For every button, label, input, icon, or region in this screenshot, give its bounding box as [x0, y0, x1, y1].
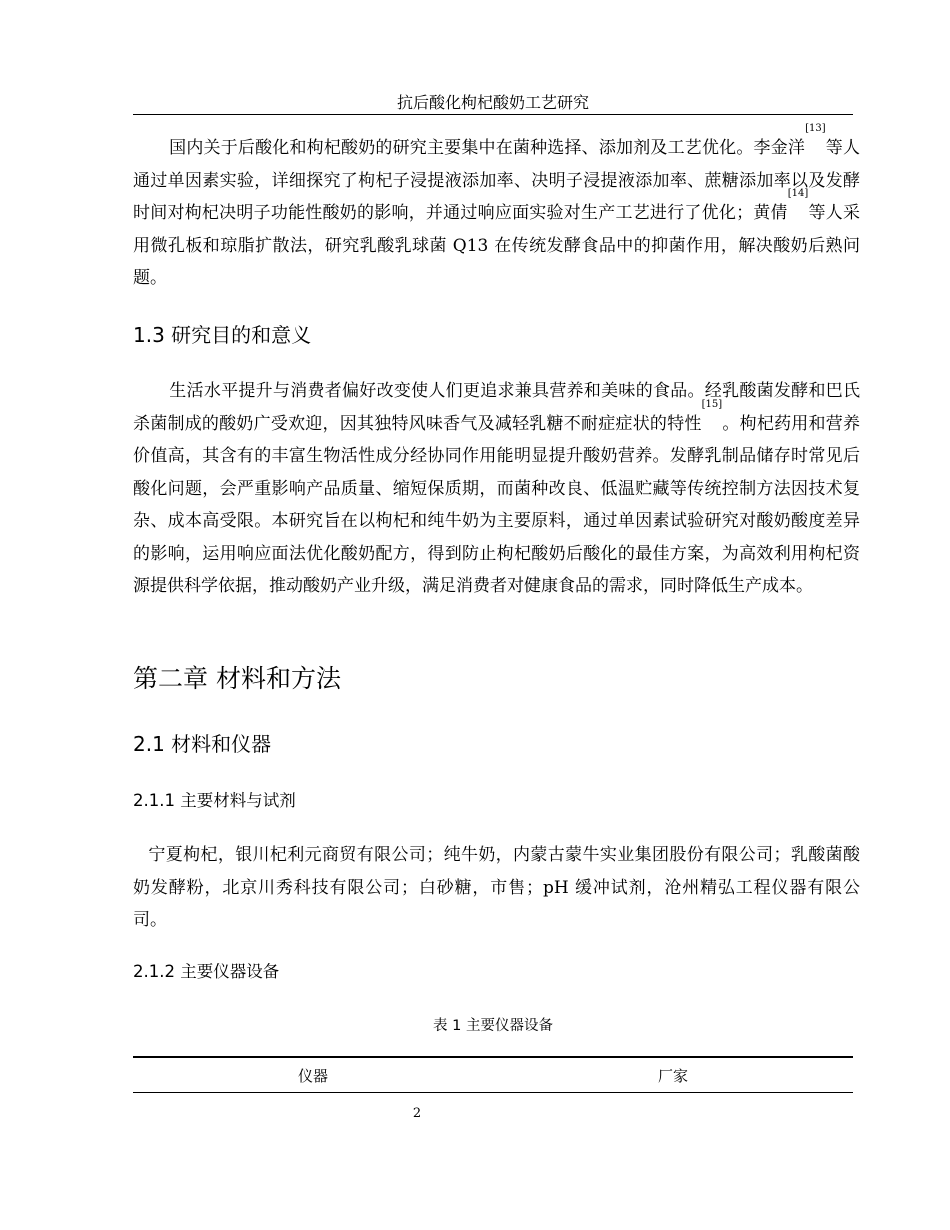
- page-number: 2: [412, 1106, 422, 1121]
- paragraph-materials: [133, 839, 860, 937]
- header-rule: [133, 114, 853, 115]
- citation-ref: [14]: [787, 188, 809, 199]
- table-header-row: [133, 1057, 853, 1093]
- paragraph-text: 生活水平提升与消费者偏好改变使人们更追求兼具营养和美味的食品。经乳酸菌发酵和巴氏杀菌制成的酸奶广受欢迎，因其独特风味香气及减轻乳糖不耐症症状的特性: [133, 381, 860, 434]
- subsection-heading-2-1-2: 2.1.2 主要仪器设备: [133, 962, 280, 981]
- subsection-heading-2-1-1: 2.1.1 主要材料与试剂: [133, 791, 296, 810]
- section-heading-1-3: 1.3 研究目的和意义: [133, 323, 312, 347]
- paragraph-text: 宁夏枸杞，银川杞利元商贸有限公司；纯牛奶，内蒙古蒙牛实业集团股份有限公司；乳酸菌酸奶发酵粉，北京川秀科技有限公司；白砂糖，市售；pH 缓冲试剂，沧州精弘工程仪器有限公司。: [133, 845, 860, 930]
- column-header-instrument: 仪器: [297, 1066, 328, 1085]
- section-heading-2-1: 2.1 材料和仪器: [133, 732, 272, 756]
- paragraph-text: 等人采用微孔板和琼脂扩散法，研究乳酸乳球菌 Q13 在传统发酵食品中的抑菌作用，解决酸奶后熟问题。: [133, 203, 861, 288]
- citation-ref: [13]: [805, 123, 826, 134]
- paragraph-intro-research: [133, 123, 861, 295]
- paragraph-purpose: [133, 375, 860, 603]
- equipment-table: [133, 1056, 853, 1093]
- running-header-title: 抗后酸化枸杞酸奶工艺研究: [396, 93, 589, 112]
- table-caption: 表 1 主要仪器设备: [433, 1018, 553, 1034]
- paragraph-text: 国内关于后酸化和枸杞酸奶的研究主要集中在菌种选择、添加剂及工艺优化。李金洋: [169, 138, 806, 158]
- column-header-manufacturer: 厂家: [657, 1066, 688, 1085]
- paragraph-text: 等人通过单因素实验，详细探究了枸杞子浸提液添加率、决明子浸提液添加率、蔗糖添加率以及发酵时间对枸杞决明子功能性酸奶的影响，并通过响应面实验对生产工艺进行了优化；黄倩: [133, 138, 860, 223]
- citation-ref: [15]: [701, 398, 723, 410]
- chapter-heading-2: 第二章 材料和方法: [133, 664, 341, 693]
- paragraph-text: 。枸杞药用和营养价值高，其含有的丰富生物活性成分经协同作用能明显提升酸奶营养。发酵乳制品储存时常见后酸化问题，会严重影响产品质量、缩短保质期，而菌种改良、低温贮藏等传统控制方法因技术复杂、成本高受限。本研究旨在以枸杞和纯牛奶为主要原料，通过单因素试验研究对酸奶酸度差异的影响，运用响应面法优化酸奶配方，得到防止枸杞酸奶后酸化的最佳方案，为高效利用枸杞资源提供科学依据，推动酸奶产业升级，满足消费者对健康食品的需求，同时降低生产成本。: [133, 413, 861, 596]
